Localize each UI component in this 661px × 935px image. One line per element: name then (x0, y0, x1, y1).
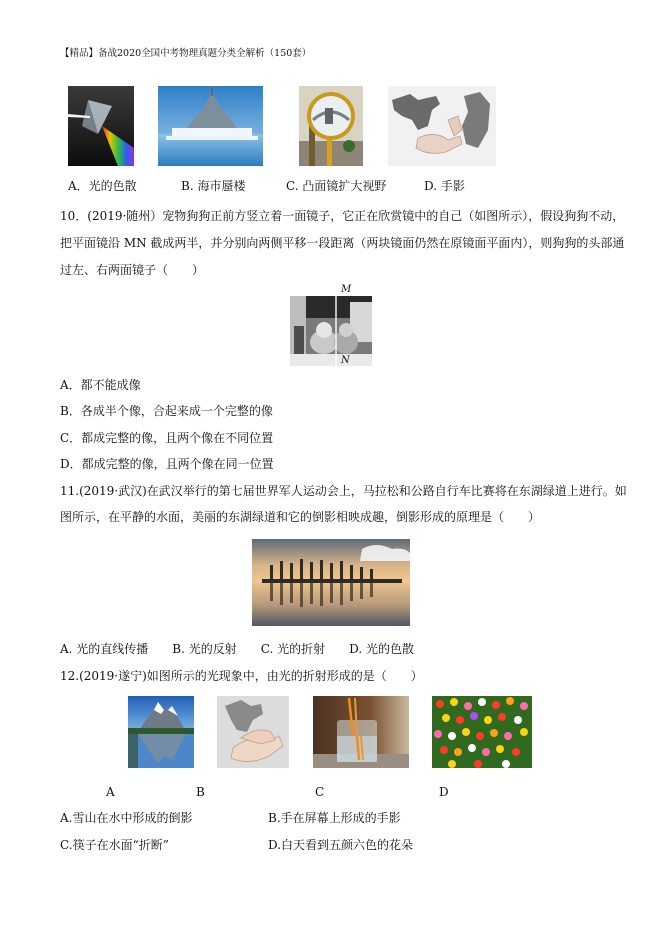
q12-stem: 12.(2019·遂宁)如图所示的光现象中，由光的折射形成的是（ ） (60, 669, 423, 683)
q11-stem-line-2: 图所示，在平静的水面，美丽的东湖绿道和它的倒影相映成趣，倒影形成的原理是（ ） (60, 510, 541, 524)
prism-dispersion-photo (68, 86, 134, 166)
q9-option-d: D. 手影 (424, 179, 465, 193)
flowers-photo (432, 696, 532, 768)
q12-option-a: A.雪山在水中形成的倒影 (60, 811, 193, 825)
dog-mirror-photo (290, 296, 372, 366)
mirror-label-m: M (341, 284, 352, 295)
q12-option-d: D.白天看到五颜六色的花朵 (268, 838, 414, 852)
q12-image-label-d: D (439, 785, 449, 799)
q12-image-label-a: A (106, 785, 115, 799)
q12-image-label-c: C (315, 785, 325, 799)
convex-mirror-photo (299, 86, 363, 166)
q9-option-c: C. 凸面镜扩大视野 (286, 179, 387, 193)
mirage-photo (158, 86, 263, 166)
chopsticks-in-water-photo (313, 696, 409, 768)
q11-options: A. 光的直线传播 B. 光的反射 C. 光的折射 D. 光的色散 (60, 642, 414, 656)
q10-option-a: A．都不能成像 (60, 378, 141, 392)
q12-option-b: B.手在屏幕上形成的手影 (268, 811, 401, 825)
hand-shadow-screen-photo (217, 696, 289, 768)
q11-stem-line-1: 11.(2019·武汉)在武汉举行的第七届世界军人运动会上，马拉松和公路自行车比赛将在东湖绿道上进行。如 (60, 484, 627, 498)
q10-stem-line-1: 10．(2019·随州）宠物狗狗正前方竖立着一面镜子，它正在欣赏镜中的自己（如图所示），假设狗狗不动， (60, 209, 625, 223)
q9-option-b: B. 海市蜃楼 (181, 179, 246, 193)
q10-option-d: D．都成完整的像，且两个像在同一位置 (60, 457, 274, 471)
q12-image-label-b: B (196, 785, 205, 799)
q10-stem-line-3: 过左、右两面镜子（ ） (60, 263, 205, 277)
q10-stem-line-2: 把平面镜沿 MN 截成两半，并分别向两侧平移一段距离（两块镜面仍然在原镜面平面内），则狗狗的头部通 (60, 236, 625, 250)
lake-reflection-photo (252, 539, 410, 626)
q12-option-c: C.筷子在水面“折断” (60, 838, 169, 852)
q10-option-b: B．各成半个像，合起来成一个完整的像 (60, 404, 273, 418)
mirror-label-n: N (341, 355, 350, 366)
page-header: 【精品】备战2020全国中考物理真题分类全解析（150套） (60, 48, 312, 59)
q10-option-c: C．都成完整的像，且两个像在不同位置 (60, 431, 274, 445)
q9-option-a: A．光的色散 (68, 179, 137, 193)
hand-shadow-photo (388, 86, 496, 166)
snow-mountain-reflection-photo (128, 696, 194, 768)
